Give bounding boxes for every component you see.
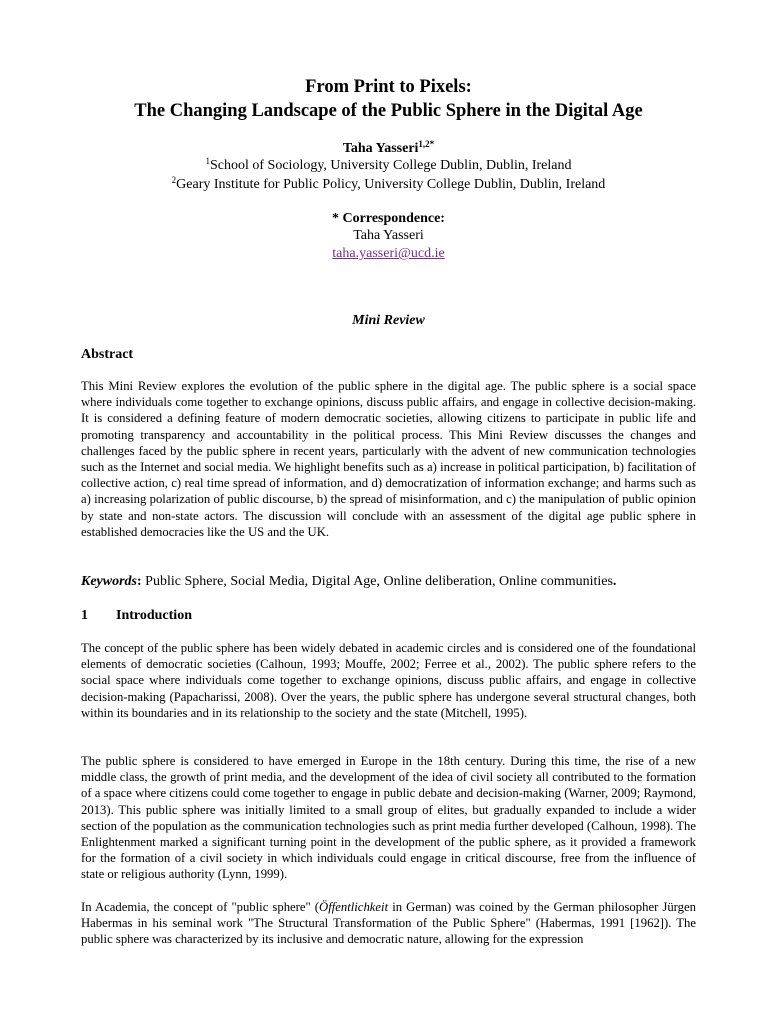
author-line	[81, 140, 696, 158]
author-marks: 1,2*	[418, 139, 435, 149]
correspondence-email-link[interactable]: taha.yasseri@ucd.ie	[332, 246, 445, 261]
affiliation-1-number: 1	[205, 156, 210, 166]
section-title: Introduction	[116, 608, 192, 623]
affiliation-2-text: Geary Institute for Public Policy, University College Dublin, Dublin, Ireland	[176, 177, 606, 192]
affiliation-2-number: 2	[171, 175, 177, 185]
affiliation-2	[81, 176, 696, 194]
section-heading-introduction	[81, 607, 192, 625]
author-name: Taha Yasseri	[342, 141, 419, 156]
keywords-text: Public Sphere, Social Media, Digital Age, Online deliberation, Online communities	[145, 574, 613, 589]
intro-paragraph-3	[81, 899, 696, 948]
intro-paragraph-3-italic: Öffentlichkeit	[319, 900, 389, 914]
paper-title-line1: From Print to Pixels:	[305, 77, 472, 97]
affiliation-1-text: School of Sociology, University College Dublin, Dublin, Ireland	[210, 158, 572, 173]
intro-paragraph-3-part-b: in German) was coined by the German philosopher Jürgen Habermas in his seminal work "The Structural Transformation of the Public Sphere" (Habermas, 1991 [1962]). The public sphere was characterized by its inclusive and democratic nature, allowing for the expression	[81, 900, 696, 947]
intro-paragraph-1: The concept of the public sphere has been widely debated in academic circles and is considered one of the foundational elements of democratic societies (Calhoun, 1993; Mouffe, 2002; Ferree et al., 2002). The public sphere refers to the social space where individuals come together to exchange opinions, discuss public affairs, and engage in collective decision-making (Papacharissi, 2008). Over the years, the public sphere has undergone several structural changes, both within its boundaries and in its relationship to the society and the state (Mitchell, 1995).	[81, 641, 696, 720]
affiliation-1	[81, 157, 696, 175]
keywords-line: Keywords: Public Sphere, Social Media, Digital Age, Online deliberation, Online communities.	[81, 574, 617, 589]
section-number: 1	[81, 608, 88, 623]
correspondence-name: Taha Yasseri	[353, 228, 424, 243]
intro-paragraph-3-part-a: In Academia, the concept of "public sphere" (	[81, 900, 320, 914]
keywords-label: Keywords	[81, 574, 137, 589]
paper-title-line2: The Changing Landscape of the Public Sphere in the Digital Age	[134, 101, 643, 121]
article-type: Mini Review	[352, 313, 425, 328]
abstract-text: This Mini Review explores the evolution of the public sphere in the digital age. The public sphere is a social space where individuals come together to exchange opinions, discuss public affairs, and engage in collective decision-making. It is considered a defining feature of modern democratic societies, allowing citizens to participate in public life and promoting transparency and accountability in the political process. This Mini Review discusses the changes and challenges faced by the public sphere in recent years, particularly with the advent of new communication technologies such as the Internet and social media. We highlight benefits such as a) increase in political participation, b) facilitation of collective action, c) real time spread of information, and d) democratization of information exchange; and harms such as a) increasing polarization of public discourse, b) the spread of misinformation, and c) the manipulation of public opinion by state and non-state actors. The discussion will conclude with an assessment of the digital age public sphere in established democracies like the US and the UK.	[81, 379, 696, 539]
abstract-heading: Abstract	[81, 347, 134, 362]
correspondence-email-line	[81, 245, 696, 263]
correspondence-heading: * Correspondence:	[332, 211, 445, 226]
intro-paragraph-2: The public sphere is considered to have emerged in Europe in the 18th century. During this time, the rise of a new middle class, the growth of print media, and the development of the idea of civil society all contributed to the formation of a space where citizens could come together to engage in public debate and decision-making (Warner, 2009; Raymond, 2013). This public sphere was initially limited to a small group of elites, but gradually expanded to include a wider section of the population as the communication technologies such as print media further developed (Calhoun, 1998). The Enlightenment marked a significant turning point in the development of the public sphere, as it provided a framework for the formation of a civil society in which individuals could engage in critical discourse, free from the influence of state or religious authority (Lynn, 1999).	[81, 754, 696, 882]
